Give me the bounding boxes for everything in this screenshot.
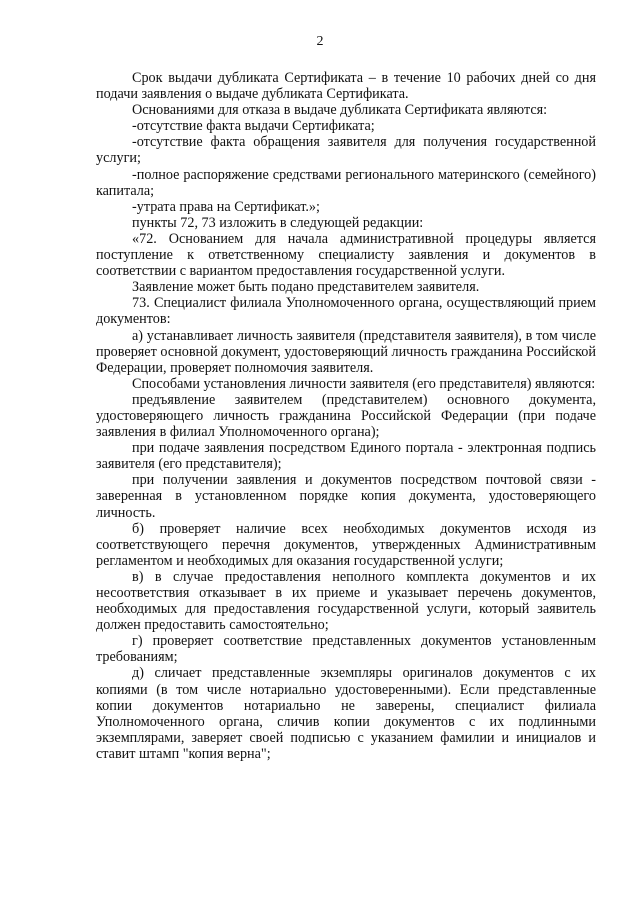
paragraph: -отсутствие факта обращения заявителя для получения государственной услуги; (96, 134, 596, 167)
document-body (96, 70, 596, 762)
paragraph: 73. Специалист филиала Уполномоченного органа, осуществляющий прием документов: (96, 295, 596, 328)
paragraph: г) проверяет соответствие представленных документов установленным требованиям; (96, 633, 596, 666)
paragraph: в) в случае предоставления неполного комплекта документов и их несоответствия отказывает в их приеме и указывает перечень документов, необходимых для предоставления государственной услуги, который заявитель должен предоставить самостоятельно; (96, 568, 596, 634)
paragraph: -отсутствие факта выдачи Сертификата; (132, 118, 375, 135)
paragraph: пункты 72, 73 изложить в следующей редакции: (132, 214, 424, 231)
paragraph: при получении заявления и документов посредством почтовой связи - заверенная в установленном порядке копия документа, удостоверяющего личность. (96, 472, 596, 521)
paragraph: Заявление может быть подано представителем заявителя. (132, 279, 480, 296)
paragraph: предъявление заявителем (представителем) основного документа, удостоверяющего личность гражданина Российской Федерации (при подаче заявления в филиал Уполномоченного органа); (96, 391, 596, 441)
paragraph: Срок выдачи дубликата Сертификата – в течение 10 рабочих дней со дня подачи заявления о выдаче дубликата Сертификата. (96, 70, 596, 103)
paragraph: а) устанавливает личность заявителя (представителя заявителя), в том числе проверяет основной документ, удостоверяющий личность гражданина Российской Федерации, проверяет полномочия заявителя. (96, 327, 596, 376)
paragraph: при подаче заявления посредством Единого портала - электронная подпись заявителя (его представителя); (96, 440, 596, 473)
paragraph: д) сличает представленные экземпляры оригиналов документов с их копиями (в том числе нотариально удостоверенными). Если представленные копии документов нотариально не заверены, специалист филиала Уполномоченного органа, сличив копии документов с их подлинными экземплярами, заверяет своей подписью с указанием фамилии и инициалов и ставит штамп "копия верна"; (96, 665, 596, 762)
paragraph: -полное распоряжение средствами регионального материнского (семейного) капитала; (96, 166, 596, 199)
paragraph: Способами установления личности заявителя (его представителя) являются: (132, 375, 596, 392)
paragraph: «72. Основанием для начала административной процедуры является поступление к ответственному специалисту заявления и документов в соответствии с вариантом предоставления государственной услуги. (96, 230, 596, 280)
paragraph: Основаниями для отказа в выдаче дубликата Сертификата являются: (132, 102, 548, 119)
page-number: 2 (316, 34, 324, 49)
paragraph: -утрата права на Сертификат.»; (132, 198, 320, 215)
paragraph: б) проверяет наличие всех необходимых документов исходя из соответствующего перечня документов, утвержденных Административным регламентом и необходимых для оказания государственной услуги; (96, 520, 596, 569)
